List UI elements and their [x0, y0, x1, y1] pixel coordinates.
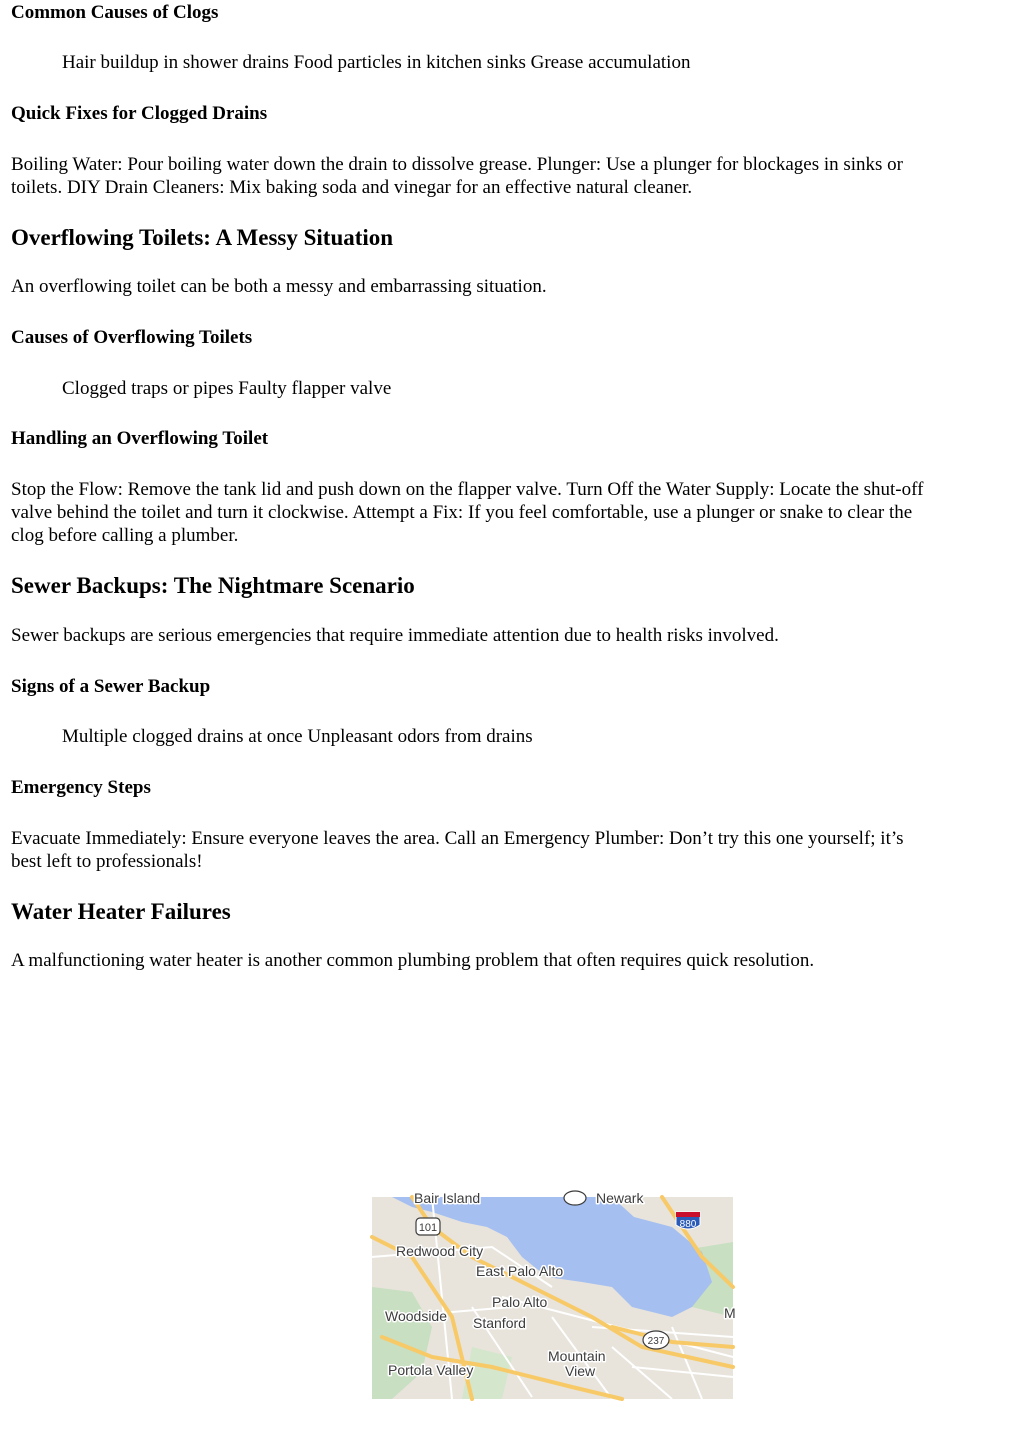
clogs-causes-heading: Common Causes of Clogs [11, 2, 219, 23]
sewer-steps-heading: Emergency Steps [11, 777, 151, 798]
embedded-map[interactable] [372, 1190, 736, 1399]
svg-text:880: 880 [679, 1219, 697, 1230]
clogs-causes-list: Hair buildup in shower drains Food particles in kitchen sinks Grease accumulation [62, 52, 691, 73]
toilets-heading: Overflowing Toilets: A Messy Situation [11, 225, 394, 250]
sewer-steps-line-1: Evacuate Immediately: Ensure everyone leaves the area. Call an Emergency Plumber: Don’t try this one yourself; it’s [11, 828, 904, 849]
toilets-causes-list: Clogged traps or pipes Faulty flapper valve [62, 378, 392, 399]
sewer-steps-line-2: best left to professionals! [11, 851, 203, 872]
map-label-portola-valley: Portola Valley [388, 1362, 474, 1378]
map-label-mountain: Mountain [548, 1348, 606, 1364]
map-label-bair-island: Bair Island [414, 1190, 481, 1206]
toilets-handling-line-1: Stop the Flow: Remove the tank lid and push down on the flapper valve. Turn Off the Water Supply: Locate the shut-off [11, 479, 924, 500]
shield-880-icon [676, 1212, 700, 1230]
map-label-palo-alto: Palo Alto [492, 1294, 548, 1310]
map-canvas [372, 1190, 736, 1399]
shield-101-icon [416, 1218, 440, 1235]
map-label-newark: Newark [596, 1190, 644, 1206]
sewer-signs-heading: Signs of a Sewer Backup [11, 676, 211, 697]
map-label-redwood-city: Redwood City [396, 1243, 484, 1259]
shield-237-icon [643, 1331, 669, 1349]
svg-text:237: 237 [647, 1336, 665, 1347]
toilets-handling-line-2: valve behind the toilet and turn it clockwise. Attempt a Fix: If you feel comfortable, use a plunger or snake to clear the [11, 502, 913, 523]
quick-fixes-line-2: toilets. DIY Drain Cleaners: Mix baking soda and vinegar for an effective natural cleaner. [11, 177, 693, 198]
sewer-signs-list: Multiple clogged drains at once Unpleasant odors from drains [62, 726, 533, 747]
map-label-east-palo-alto: East Palo Alto [476, 1263, 564, 1279]
map-label-stanford: Stanford [473, 1315, 526, 1331]
toilets-handling-line-3: clog before calling a plumber. [11, 525, 239, 546]
heater-intro: A malfunctioning water heater is another common plumbing problem that often requires quick resolution. [11, 950, 815, 971]
sewer-intro: Sewer backups are serious emergencies that require immediate attention due to health risks involved. [11, 625, 779, 646]
sewer-heading: Sewer Backups: The Nightmare Scenario [11, 573, 415, 598]
toilets-handling-heading: Handling an Overflowing Toilet [11, 428, 269, 449]
toilets-intro: An overflowing toilet can be both a messy and embarrassing situation. [11, 276, 547, 297]
map-label-view: View [565, 1363, 596, 1379]
toilets-causes-heading: Causes of Overflowing Toilets [11, 327, 253, 348]
heater-heading: Water Heater Failures [11, 899, 231, 924]
map-label-woodside: Woodside [385, 1308, 448, 1324]
map-label-edge-m: M [724, 1305, 736, 1321]
svg-text:101: 101 [418, 1222, 438, 1234]
quick-fixes-heading: Quick Fixes for Clogged Drains [11, 103, 268, 124]
shield-84-icon [564, 1191, 586, 1205]
quick-fixes-line-1: Boiling Water: Pour boiling water down the drain to dissolve grease. Plunger: Use a plunger for blockages in sinks or [11, 154, 904, 175]
